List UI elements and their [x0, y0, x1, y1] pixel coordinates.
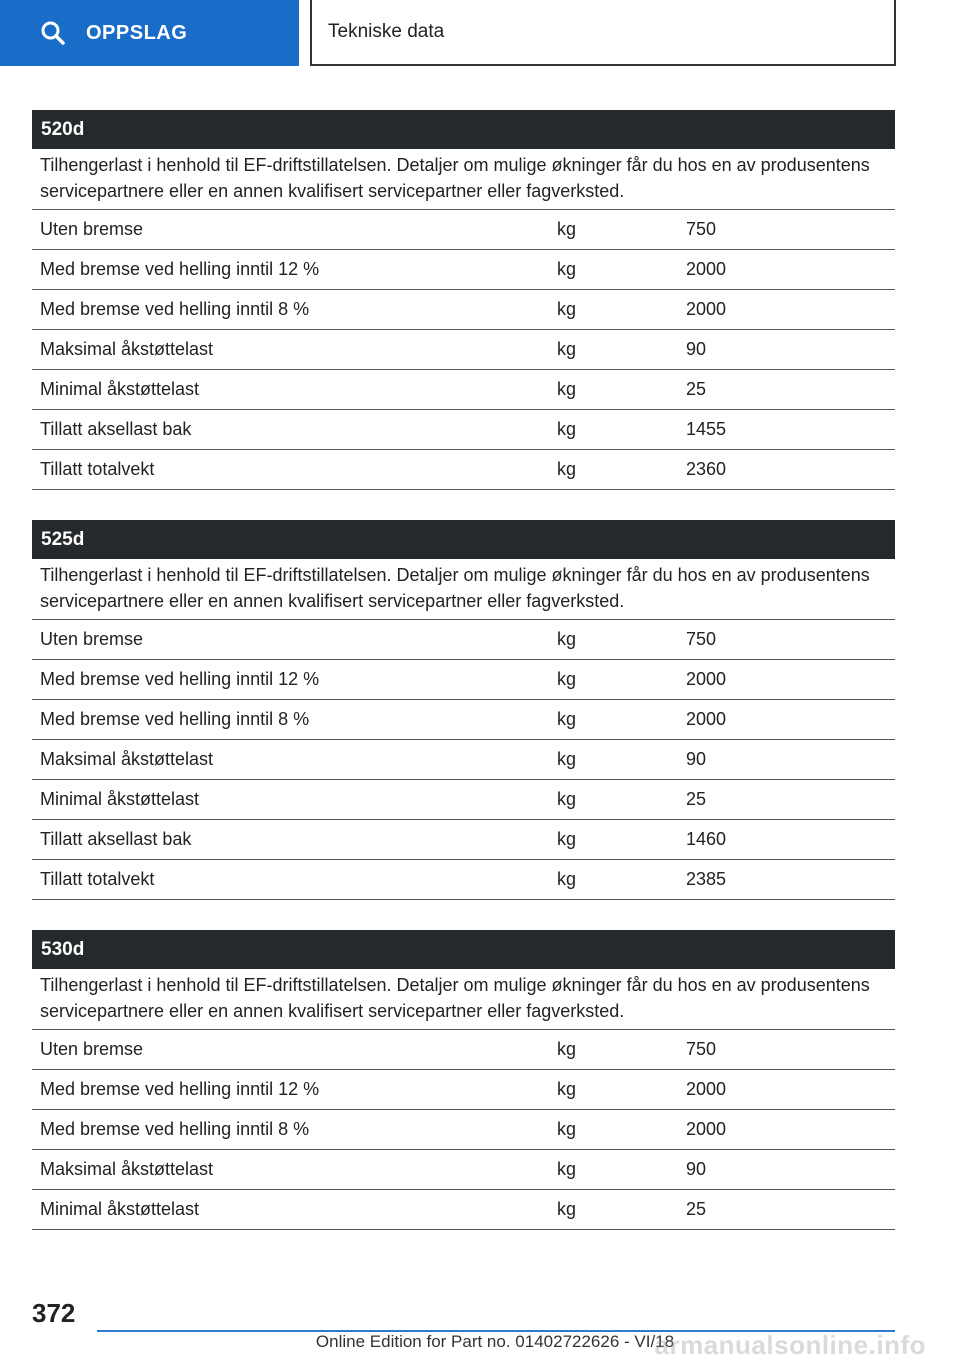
table-row: [32, 620, 895, 660]
row-value: 2000: [686, 1079, 727, 1099]
row-unit: kg: [557, 829, 577, 849]
row-unit: kg: [557, 789, 577, 809]
row-value: 2000: [686, 709, 727, 729]
search-button[interactable]: [0, 0, 299, 66]
table-row: [32, 780, 895, 820]
top-bar: [0, 0, 960, 66]
row-value: 1455: [686, 419, 727, 439]
trailer-load-note: Tilhengerlast i henhold til EF-driftstillatelsen. Detaljer om mulige økninger får du hos en av produsentens servicepartnere eller en annen kvalifisert servicepartner eller fagverksted.: [32, 149, 895, 210]
section-title: Tekniske data: [310, 0, 896, 66]
row-unit: kg: [557, 259, 577, 279]
row-value: 25: [686, 379, 707, 399]
row-value: 90: [686, 1159, 707, 1179]
row-label: Med bremse ved helling inntil 12 %: [40, 1079, 320, 1099]
page-number: 372: [32, 1298, 76, 1328]
spec-block: [32, 930, 895, 1230]
row-value: 25: [686, 1199, 707, 1219]
row-label: Med bremse ved helling inntil 8 %: [40, 1119, 310, 1139]
table-row: [32, 1030, 895, 1070]
table-row: [32, 1070, 895, 1110]
row-value: 90: [686, 339, 707, 359]
row-unit: kg: [557, 1119, 577, 1139]
table-row: [32, 820, 895, 860]
row-label: Med bremse ved helling inntil 12 %: [40, 259, 320, 279]
row-unit: kg: [557, 869, 577, 889]
row-value: 750: [686, 1039, 717, 1059]
table-row: [32, 1150, 895, 1190]
trailer-load-note: Tilhengerlast i henhold til EF-driftstillatelsen. Detaljer om mulige økninger får du hos en av produsentens servicepartnere eller en annen kvalifisert servicepartner eller fagverksted.: [32, 969, 895, 1030]
row-label: Maksimal åkstøttelast: [40, 1159, 214, 1179]
row-unit: kg: [557, 459, 577, 479]
row-label: Tillatt aksellast bak: [40, 419, 192, 439]
row-value: 2000: [686, 669, 727, 689]
row-unit: kg: [557, 379, 577, 399]
row-value: 2360: [686, 459, 727, 479]
table-row: [32, 250, 895, 290]
trailer-load-note: Tilhengerlast i henhold til EF-driftstillatelsen. Detaljer om mulige økninger får du hos en av produsentens servicepartnere eller en annen kvalifisert servicepartner eller fagverksted.: [32, 559, 895, 620]
table-row: [32, 450, 895, 490]
row-unit: kg: [557, 749, 577, 769]
row-value: 1460: [686, 829, 727, 849]
table-row: [32, 740, 895, 780]
row-value: 2000: [686, 1119, 727, 1139]
row-unit: kg: [557, 1199, 577, 1219]
row-unit: kg: [557, 629, 577, 649]
row-value: 2000: [686, 299, 727, 319]
model-heading: 520d: [32, 110, 895, 149]
row-value: 750: [686, 219, 717, 239]
row-unit: kg: [557, 419, 577, 439]
model-heading: 530d: [32, 930, 895, 969]
spec-block: [32, 110, 895, 490]
row-label: Uten bremse: [40, 629, 144, 649]
row-unit: kg: [557, 709, 577, 729]
table-row: [32, 700, 895, 740]
row-label: Maksimal åkstøttelast: [40, 339, 214, 359]
search-button-label: OPPSLAG: [86, 21, 188, 44]
search-icon: [40, 20, 66, 46]
row-label: Uten bremse: [40, 219, 144, 239]
row-label: Uten bremse: [40, 1039, 144, 1059]
row-unit: kg: [557, 1039, 577, 1059]
table-row: [32, 330, 895, 370]
watermark: armanualsonline.info: [654, 1330, 926, 1360]
row-label: Minimal åkstøttelast: [40, 1199, 200, 1219]
spec-block: [32, 520, 895, 900]
table-row: [32, 210, 895, 250]
table-row: [32, 370, 895, 410]
table-row: [32, 410, 895, 450]
row-value: 90: [686, 749, 707, 769]
table-row: [32, 1110, 895, 1150]
row-label: Minimal åkstøttelast: [40, 379, 200, 399]
table-row: [32, 1190, 895, 1230]
row-label: Minimal åkstøttelast: [40, 789, 200, 809]
content-area: [32, 110, 895, 1260]
row-label: Med bremse ved helling inntil 8 %: [40, 299, 310, 319]
row-value: 2385: [686, 869, 727, 889]
row-unit: kg: [557, 339, 577, 359]
row-unit: kg: [557, 219, 577, 239]
row-label: Tillatt aksellast bak: [40, 829, 192, 849]
row-label: Maksimal åkstøttelast: [40, 749, 214, 769]
table-row: [32, 660, 895, 700]
row-unit: kg: [557, 1159, 577, 1179]
row-value: 2000: [686, 259, 727, 279]
model-heading: 525d: [32, 520, 895, 559]
row-value: 750: [686, 629, 717, 649]
table-row: [32, 860, 895, 900]
row-label: Tillatt totalvekt: [40, 869, 155, 889]
footer-edition: Online Edition for Part no. 01402722626 - VI/18: [315, 1332, 675, 1351]
row-label: Med bremse ved helling inntil 12 %: [40, 669, 320, 689]
row-unit: kg: [557, 1079, 577, 1099]
row-unit: kg: [557, 669, 577, 689]
table-row: [32, 290, 895, 330]
row-label: Med bremse ved helling inntil 8 %: [40, 709, 310, 729]
row-label: Tillatt totalvekt: [40, 459, 155, 479]
row-value: 25: [686, 789, 707, 809]
row-unit: kg: [557, 299, 577, 319]
